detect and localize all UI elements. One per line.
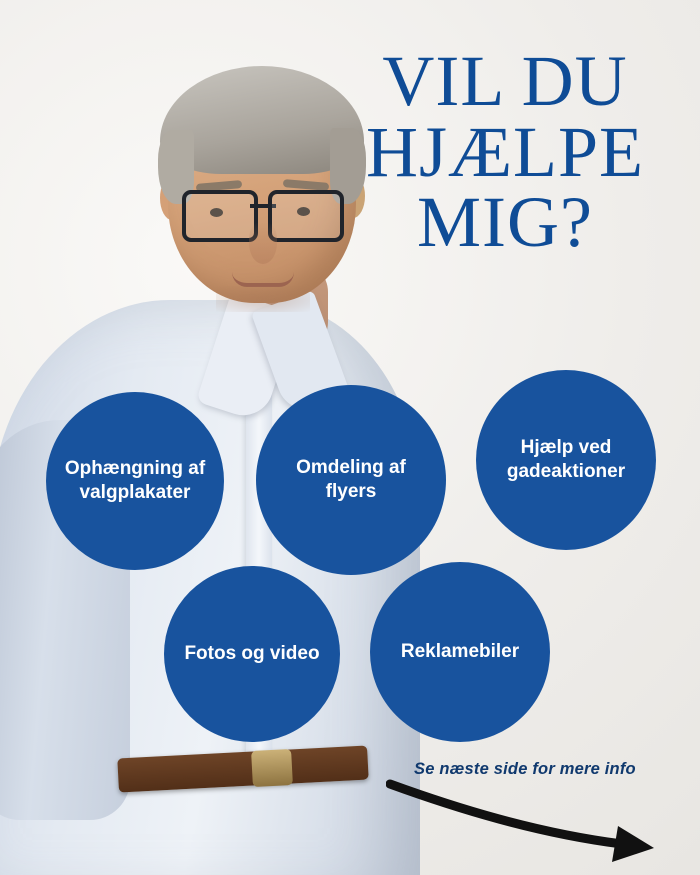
arrow-right-icon [386, 778, 676, 868]
subject-chin-shadow [216, 286, 310, 312]
task-circle-fotos-video [164, 566, 340, 742]
task-circle-gadeaktioner [476, 370, 656, 550]
subject-belt-buckle [251, 749, 293, 787]
task-circle-ophaengning [46, 392, 224, 570]
headline-line-2: HJÆLPE [365, 111, 645, 192]
headline-line-1: VIL DU [382, 41, 628, 121]
task-circle-label: Hjælp ved gadeaktioner [506, 436, 626, 482]
subject-mouth [232, 272, 294, 287]
task-circle-omdeling [256, 385, 446, 575]
task-circle-reklamebiler [370, 562, 550, 742]
task-circle-label: Fotos og video [184, 642, 320, 664]
headline [330, 41, 680, 263]
next-page-caption: Se næste side for mere info [414, 760, 636, 778]
subject-nose [249, 222, 277, 264]
task-circle-label: Omdeling af flyers [296, 456, 406, 502]
task-circle-label: Ophængning af valgplakater [64, 457, 206, 503]
eyeglass-lens-left [182, 190, 258, 242]
task-circle-label: Reklamebiler [400, 640, 520, 662]
headline-line-3: MIG? [417, 182, 593, 263]
